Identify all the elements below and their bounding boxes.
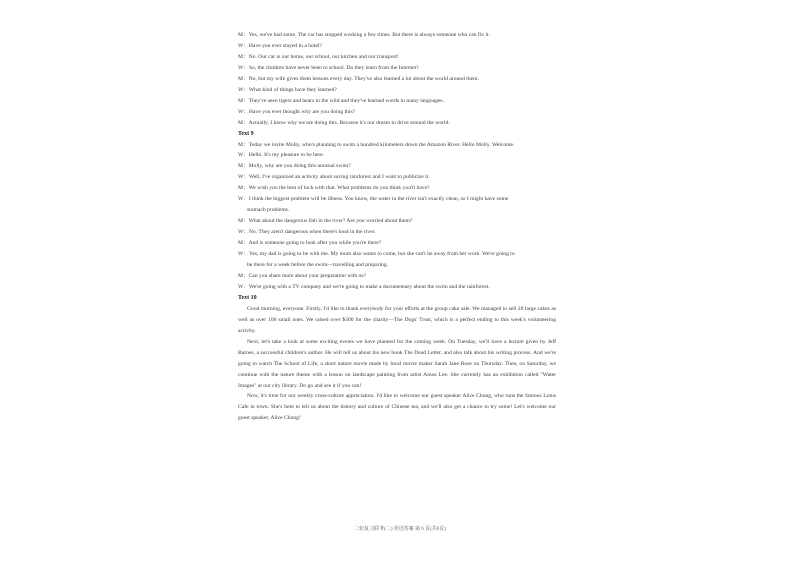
dialogue-line: stomach problems. <box>247 207 290 214</box>
dialogue-line: W：No. They aren't dangerous when there's loud in the river. <box>238 229 376 236</box>
dialogue-line: M：And is someone going to look after you while you're there? <box>238 240 382 247</box>
dialogue-line: W：Have you ever stayed in a hotel? <box>238 42 322 49</box>
dialogue-line: W：Well, I've organized an activity about saving rainforest and I want to publicize it. <box>238 174 430 181</box>
dialogue-lines <box>238 30 556 304</box>
dialogue-line: M：They've seen tigers and bears in the wild and they've learned words in many languages. <box>238 97 444 104</box>
paragraph: Good morning, everyone. Firstly, I'd like to thank everybody for your efforts at the group cake sale. We managed to sell 20 large cakes as well as over 100 small ones. We raised over $300 for the charity—The Dogs' Trust, which is a perfect ending to this week's volunteering activity. <box>238 305 556 334</box>
section-heading: Text 10 <box>238 294 257 301</box>
paragraph: Next, let's take a look at some exciting events we have planned for the coming week. On Tuesday, we'll have a lecture given by Jeff Barnes, a successful children's author. He will tell us about his new book The Dead Letter, and also talk about his writing process. And we're going to watch The School of Life, a short nature movie made by local movie maker Sarah Jane Rose on Thursday. Then, on Saturday, we continue with the nature theme with a lesson on landscape painting from artist Amos Lee. She currently has an exhibition called "Water Images" at our city library. Do go and see it if you can! <box>238 338 556 389</box>
page-footer: 二轮复习联考(二) 英语答案 第 6 页(共6页) <box>354 527 446 532</box>
dialogue-line: M：Today we invite Molly, who's planning to swim a hundred kilometers down the Amazon River. Hello Molly. Welcome. <box>238 141 515 148</box>
dialogue-line: M：Can you share more about your preparation with us? <box>238 272 367 279</box>
dialogue-line: W：Have you ever thought why are you doing this? <box>238 108 356 115</box>
dialogue-line: be there for a week before the swim—travelling and preparing. <box>247 262 389 269</box>
dialogue-line: W：Yes, my dad is going to be with me. My mum also wants to come, but she can't be away from her work. We're going to <box>238 251 515 258</box>
dialogue-line: M：What about the dangerous fish in the river? Are you worried about them? <box>238 218 413 225</box>
dialogue-line: W：I think the biggest problem will be illness. You know, the water in the river isn't exactly clean, so I might have some <box>238 196 509 203</box>
dialogue-line: M：No, but my wife gives them lessons every day. They've also learned a lot about the world around them. <box>238 75 479 82</box>
dialogue-line: M：Molly, why are you doing this unusual swim? <box>238 163 351 170</box>
dialogue-line: M：No. Our car is our home, our school, our kitchen and our transport! <box>238 53 399 60</box>
dialogue-line: W：So, the children have never been to school. Do they learn from the Internet? <box>238 64 419 71</box>
dialogue-line: M：Actually, I know why we are doing this. Because it's our dream to drive around the world. <box>238 119 450 126</box>
transcript-body <box>238 30 556 424</box>
dialogue-line: W：We're going with a TV company and we're going to make a documentary about the swim and the rainforest. <box>238 283 490 290</box>
dialogue-line: M：We wish you the best of luck with that. What problems do you think you'll have? <box>238 185 430 192</box>
paragraph: Now, it's time for our weekly cross-culture appreciation. I'd like to welcome our guest speaker Alice Chung, who runs the famous Lotus Cafe in town. She's here to tell us about the history and culture of Chinese tea, and we'll also get a chance to try some! Let's welcome our guest speaker, Alice Chung! <box>238 393 556 422</box>
dialogue-line: M：Yes, we've had some. The car has stopped working a few times. But there is always someone who can fix it. <box>238 32 491 38</box>
dialogue-line: W：Hello. It's my pleasure to be here. <box>238 152 325 159</box>
section-heading: Text 9 <box>238 130 254 137</box>
dialogue-line: W：What kind of things have they learned? <box>238 86 337 93</box>
